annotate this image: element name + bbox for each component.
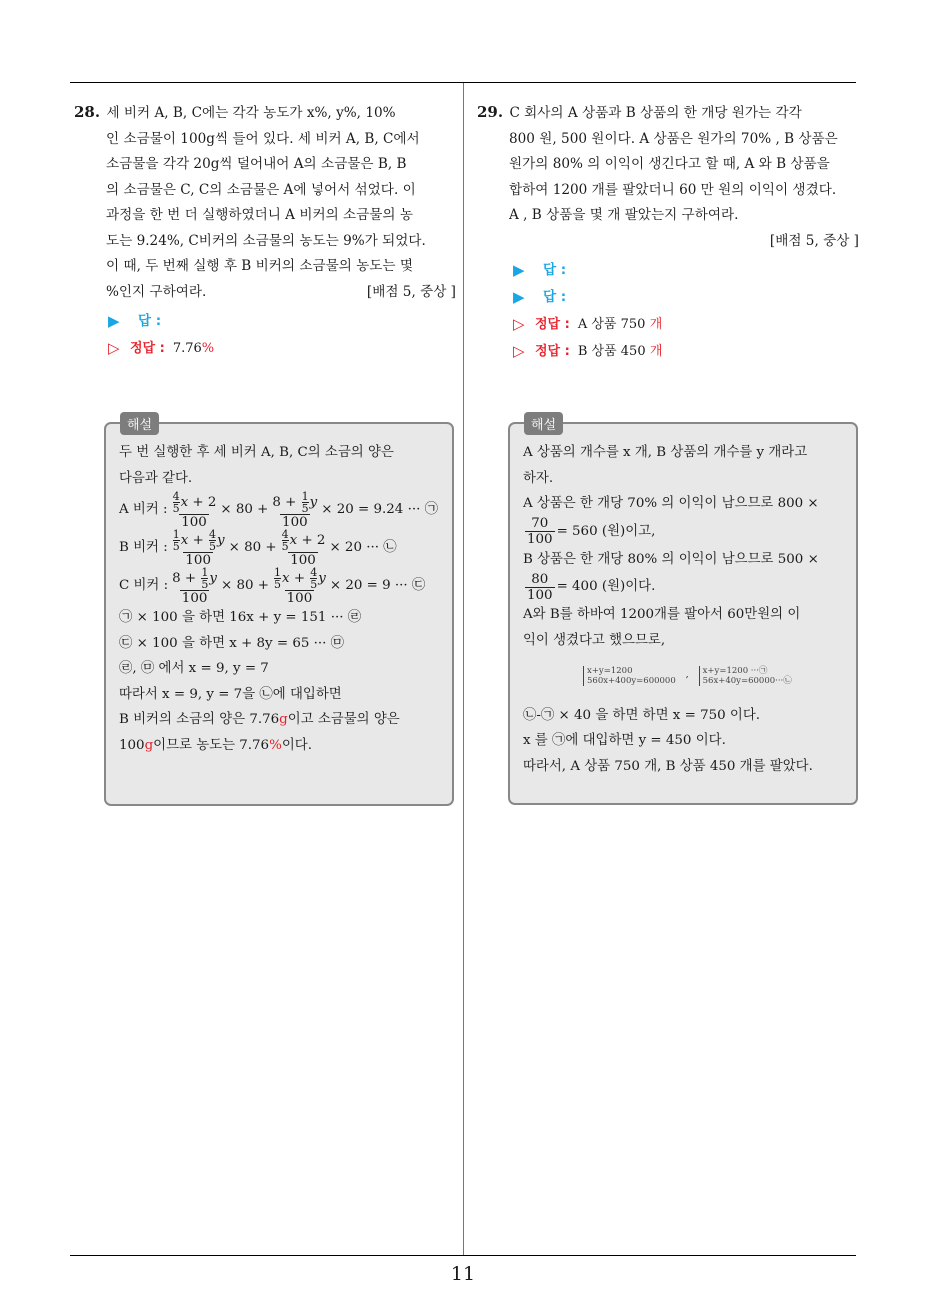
q-line: 이 때, 두 번째 실행 후 B 비커의 소금물의 농도는 몇 (106, 258, 414, 274)
question-29-text (477, 100, 859, 254)
solution-box-28 (104, 418, 454, 806)
sol-line: 하자. (523, 470, 554, 486)
triangle-outline-icon: ▷ (108, 338, 120, 357)
question-29 (477, 100, 859, 365)
answer-field[interactable] (108, 308, 456, 335)
correct-answer (513, 311, 859, 338)
sol-line: ㉠ × 100 을 하면 16x + y = 151 ··· ㉣ (119, 610, 362, 625)
triangle-outline-icon: ▷ (513, 341, 525, 360)
beaker-c-equation: C 비커 : 8 + $\frac{1}{5}$ y 100 × 80 + $\frac{1}{5}$ x + $\frac{4}{5}$ y 100 × 20 = 9 ··· ㉢ (119, 565, 426, 606)
sol-line: 다음과 같다. (119, 470, 193, 486)
correct-value: A 상품 750 (577, 316, 646, 332)
sol-line: B 비커의 소금의 양은 7.76g이고 소금물의 양은 (119, 712, 400, 727)
correct-label: 정답 : (535, 316, 570, 332)
question-number: 29. (477, 103, 504, 121)
question-28 (74, 100, 456, 362)
correct-label: 정답 : (535, 343, 570, 359)
sol-line: 따라서, A 상품 750 개, B 상품 450 개를 팔았다. (523, 758, 813, 774)
play-arrow-icon: ▶ (513, 260, 525, 279)
sol-line: 익이 생겼다고 했으므로, (523, 632, 666, 648)
q-line: %인지 구하여라. (106, 283, 207, 300)
q-line: 원가의 80% 의 이익이 생긴다고 할 때, A 와 B 상품을 (509, 156, 830, 172)
correct-value: 7.76 (172, 340, 202, 356)
q-line: 소금물을 각각 20g씩 덜어내어 A의 소금물은 B, B (106, 156, 407, 172)
sol-line: B 상품은 한 개당 80% 의 이익이 남으므로 500 × (523, 551, 819, 567)
correct-answer (108, 335, 456, 362)
sol-line: ㉣, ㉤ 에서 x = 9, y = 7 (119, 661, 269, 676)
q-line: 도는 9.24%, C비커의 소금물의 농도는 9%가 되었다. (106, 232, 426, 249)
answer-field[interactable] (513, 284, 859, 311)
sol-line: 따라서 x = 9, y = 7을 ㉡에 대입하면 (119, 686, 342, 702)
correct-unit: % (201, 340, 215, 356)
beaker-a-equation: A 비커 : $\frac{4}{5}$ x + 2 100 × 80 + 8 + $\frac{1}{5}$ y 100 × 20 = 9.24 ··· ㉠ (119, 489, 438, 530)
play-arrow-icon: ▶ (513, 287, 525, 306)
q-line: C 회사의 A 상품과 B 상품의 한 개당 원가는 각각 (509, 105, 802, 121)
q-line: 합하여 1200 개를 팔았더니 60 만 원의 이익이 생겼다. (509, 181, 837, 198)
answer-label: 답 : (543, 261, 567, 278)
solution-box-29 (508, 418, 858, 805)
correct-unit: 개 (649, 343, 663, 359)
play-arrow-icon: ▶ (108, 311, 120, 330)
correct-answer (513, 338, 859, 365)
sol-line: 100g이므로 농도는 7.76%이다. (119, 737, 312, 753)
correct-value: B 상품 450 (577, 343, 646, 359)
bottom-rule (70, 1255, 856, 1256)
answer-label: 답 : (543, 288, 567, 305)
q-line: 800 원, 500 원이다. A 상품은 원가의 70% , B 상품은 (509, 130, 838, 147)
correct-unit: 개 (649, 316, 663, 332)
q-line: 세 비커 A, B, C에는 각각 농도가 x%, y%, 10% (106, 105, 396, 121)
triangle-outline-icon: ▷ (513, 314, 525, 333)
correct-label: 정답 : (130, 340, 165, 356)
q-line: 과정을 한 번 더 실행하였더니 A 비커의 소금물의 농 (106, 207, 414, 223)
answer-field[interactable] (513, 257, 859, 284)
q-line: 인 소금물이 100g씩 들어 있다. 세 비커 A, B, C에서 (106, 130, 420, 147)
sol-line: 두 번 실행한 후 세 비커 A, B, C의 소금의 양은 (119, 445, 394, 460)
score-label: [배점 5, 중상 ] (366, 283, 456, 300)
sol-line: x 를 ㉠에 대입하면 y = 450 이다. (523, 733, 726, 748)
column-divider (463, 83, 464, 1255)
score-label: [배점 5, 중상 ] (769, 232, 859, 249)
answer-label: 답 : (138, 312, 162, 329)
sol-line: A 상품은 한 개당 70% 의 이익이 남으므로 800 × (523, 496, 819, 511)
equation-system-image: x+y=1200 560x+400y=600000 , x+y=1200 ···㉠ 56x+40y=60000···㉡ (583, 663, 846, 689)
page-number: 11 (450, 1263, 476, 1285)
sol-line: ㉡-㉠ × 40 을 하면 하면 x = 750 이다. (523, 707, 761, 723)
question-28-text (74, 100, 456, 305)
sol-line: ㉢ × 100 을 하면 x + 8y = 65 ··· ㉤ (119, 635, 345, 651)
sol-line: A 상품의 개수를 x 개, B 상품의 개수를 y 개라고 (523, 445, 808, 460)
q-line: A , B 상품을 몇 개 팔았는지 구하여라. (509, 207, 739, 223)
question-number: 28. (74, 103, 101, 121)
solution-tag: 해설 (120, 412, 159, 435)
q-line: 의 소금물은 C, C의 소금물은 A에 넣어서 섞었다. 이 (106, 181, 416, 198)
sol-line: A와 B를 하바여 1200개를 팔아서 60만원의 이 (523, 607, 801, 622)
sol-fraction-line: $\frac{80}{100}$ = 400 (원)이다. (527, 571, 656, 603)
beaker-b-equation: B 비커 : $\frac{1}{5}$ x + $\frac{4}{5}$ y 100 × 80 + $\frac{4}{5}$ x + 2 100 × 20 ··· ㉡ (119, 527, 397, 568)
solution-tag: 해설 (524, 412, 563, 435)
sol-fraction-line: $\frac{70}{100}$ = 560 (원)이고, (527, 516, 656, 547)
